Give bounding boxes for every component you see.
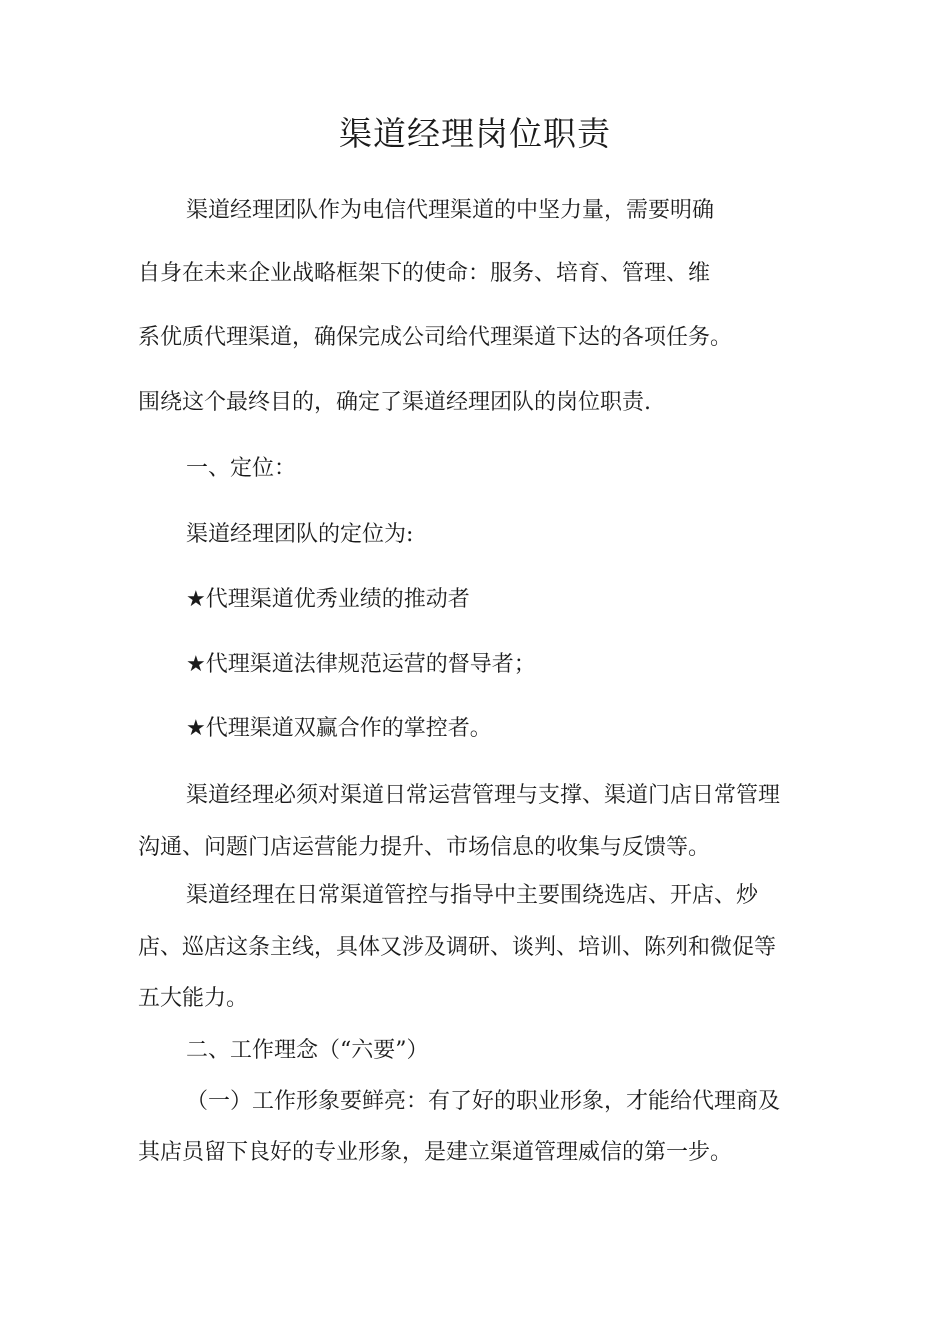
para1-line-2: 沟通、问题门店运营能力提升、市场信息的收集与反馈等。: [138, 835, 711, 860]
section1-lead: 渠道经理团队的定位为:: [186, 522, 414, 547]
para3-line-1: （一）工作形象要鲜亮：有了好的职业形象，才能给代理商及: [186, 1089, 781, 1114]
para2-line-3: 五大能力。: [138, 986, 249, 1011]
section2-heading: 二、工作理念（“六要”）: [186, 1038, 429, 1063]
star-icon: ★: [186, 652, 206, 677]
para2-line-1: 渠道经理在日常渠道管控与指导中主要围绕选店、开店、炒: [186, 883, 759, 908]
positioning-item: [186, 584, 470, 616]
intro-line-2: 自身在未来企业战略框架下的使命：服务、培育、管理、维: [138, 261, 711, 286]
star-icon: ★: [186, 587, 206, 612]
positioning-item-text: 代理渠道法律规范运营的督导者；: [205, 652, 536, 677]
positioning-item-text: 代理渠道双赢合作的掌控者。: [205, 716, 492, 741]
section1-heading: 一、定位：: [186, 456, 297, 481]
star-icon: ★: [186, 716, 206, 741]
intro-line-4: 围绕这个最终目的，确定了渠道经理团队的岗位职责.: [138, 390, 651, 415]
para3-line-2: 其店员留下良好的专业形象，是建立渠道管理威信的第一步。: [138, 1140, 733, 1165]
positioning-item: [186, 713, 492, 745]
document-title: 渠道经理岗位职责: [339, 114, 611, 153]
positioning-item-text: 代理渠道优秀业绩的推动者: [205, 587, 470, 612]
intro-line-3: 系优质代理渠道，确保完成公司给代理渠道下达的各项任务。: [138, 325, 733, 350]
para2-line-2: 店、巡店这条主线，具体又涉及调研、谈判、培训、陈列和微促等: [138, 935, 777, 960]
positioning-item: [186, 649, 536, 681]
para1-line-1: 渠道经理必须对渠道日常运营管理与支撑、渠道门店日常管理: [186, 783, 781, 808]
intro-line-1: 渠道经理团队作为电信代理渠道的中坚力量，需要明确: [186, 198, 715, 223]
